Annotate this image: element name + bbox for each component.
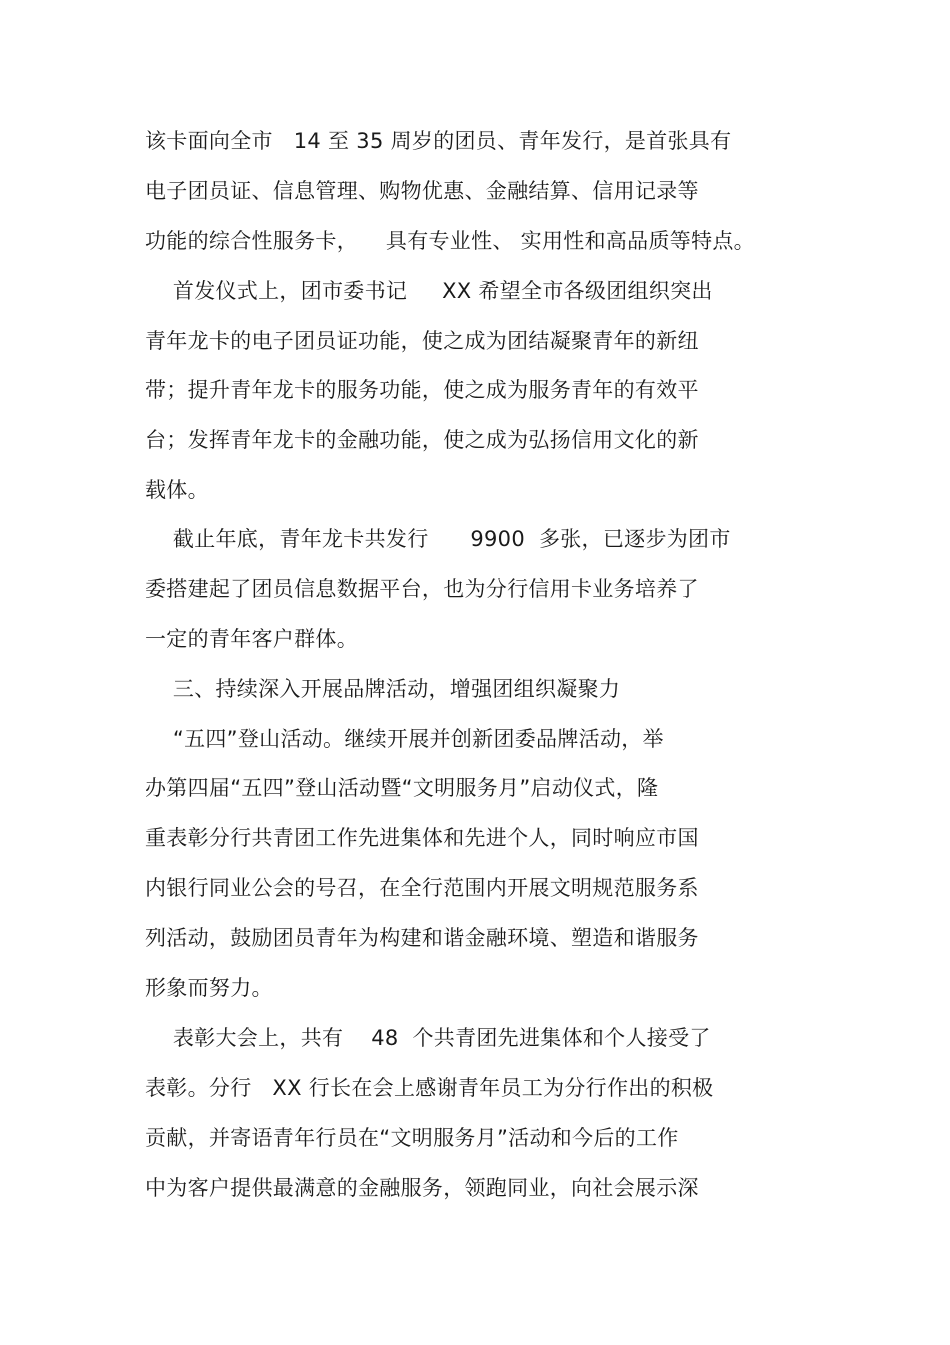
text-line: 委搭建起了团员信息数据平台，也为分行信用卡业务培养了 [145,577,699,601]
text-line: 一定的青年客户群体。 [145,627,358,651]
text-line: 该卡面向全市 14 至 35 周岁的团员、青年发行，是首张具有 [145,129,732,153]
text-line: 表彰大会上，共有 48 个共青团先进集体和个人接受了 [145,1026,711,1050]
text-line: 台；发挥青年龙卡的金融功能，使之成为弘扬信用文化的新 [145,428,699,452]
text-line: “五四”登山活动。继续开展并创新团委品牌活动，举 [145,727,664,751]
text-line: 表彰。分行 XX 行长在会上感谢青年员工为分行作出的积极 [145,1076,714,1100]
text-line: 办第四届“五四”登山活动暨“文明服务月”启动仪式，隆 [145,776,659,800]
text-line: 功能的综合性服务卡， 具有专业性、 实用性和高品质等特点。 [145,229,755,253]
text-line: 截止年底，青年龙卡共发行 9900 多张，已逐步为团市 [145,527,731,551]
text-line: 列活动，鼓励团员青年为构建和谐金融环境、塑造和谐服务 [145,926,699,950]
text-line: 载体。 [145,478,209,502]
text-line: 首发仪式上，团市委书记 XX 希望全市各级团组织突出 [145,279,713,303]
text-line: 电子团员证、信息管理、购物优惠、金融结算、信用记录等 [145,179,699,203]
text-line: 贡献，并寄语青年行员在“文明服务月”活动和今后的工作 [145,1126,679,1150]
text-line: 形象而努力。 [145,976,273,1000]
text-line: 带；提升青年龙卡的服务功能，使之成为服务青年的有效平 [145,378,699,402]
section-heading: 三、持续深入开展品牌活动，增强团组织凝聚力 [145,677,621,701]
text-line: 中为客户提供最满意的金融服务，领跑同业，向社会展示深 [145,1176,699,1200]
text-line: 重表彰分行共青团工作先进集体和先进个人，同时响应市国 [145,826,699,850]
text-line: 青年龙卡的电子团员证功能，使之成为团结凝聚青年的新纽 [145,329,699,353]
text-line: 内银行同业公会的号召，在全行范围内开展文明规范服务系 [145,876,699,900]
